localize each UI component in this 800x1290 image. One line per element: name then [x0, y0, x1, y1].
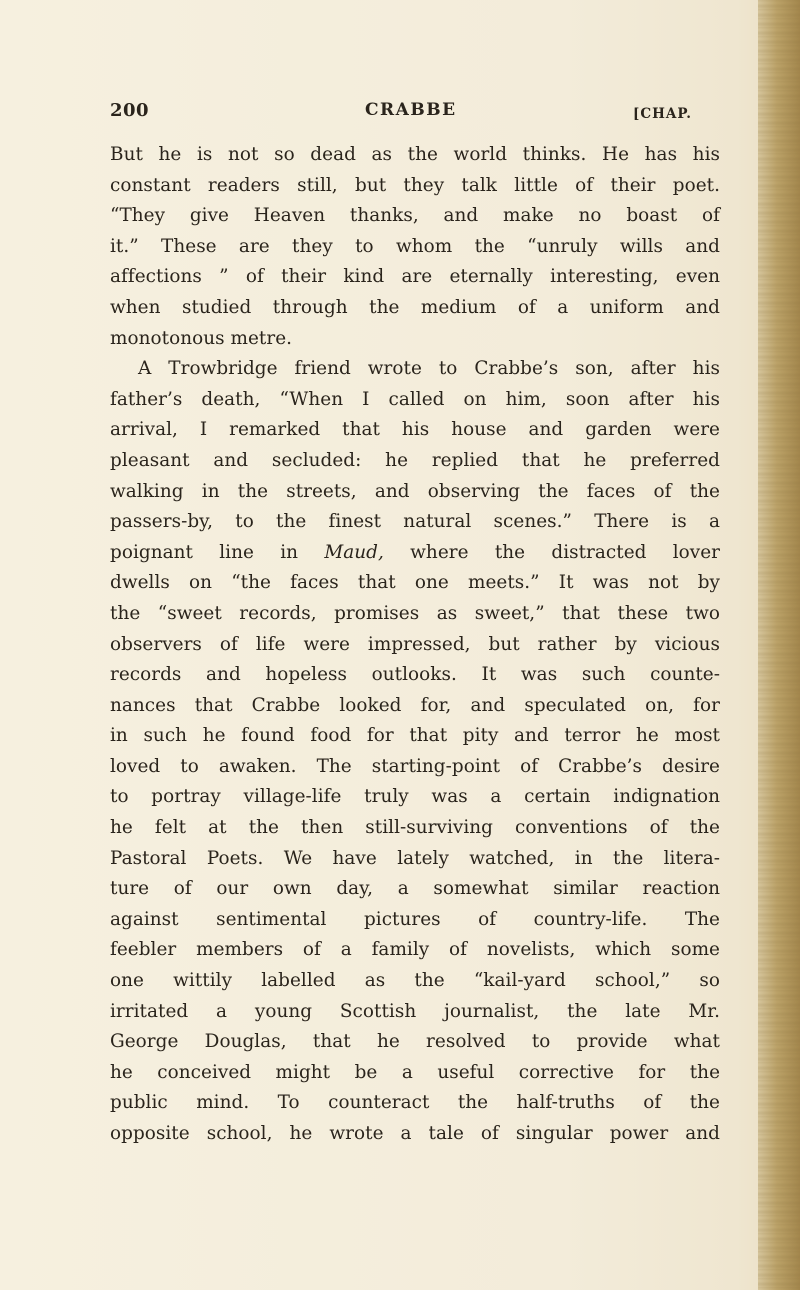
text-line: father’s death, “When I called on him, soon after his: [110, 388, 720, 410]
chapter-label: [CHAP.: [633, 106, 692, 122]
text-line: feebler members of a family of novelists, which some: [110, 939, 720, 961]
running-title: CRABBE: [365, 100, 457, 120]
text-line: monotonous metre.: [110, 327, 293, 349]
text-line: George Douglas, that he resolved to provide what: [110, 1031, 720, 1053]
running-header: [110, 100, 720, 130]
text-line: one wittily labelled as the “kail-yard school,” so: [110, 970, 720, 992]
text-line: nances that Crabbe looked for, and speculated on, for: [110, 694, 720, 716]
text-line: against sentimental pictures of country-life. The: [110, 908, 720, 930]
text-line: opposite school, he wrote a tale of singular power and: [110, 1123, 720, 1144]
text-line: A Trowbridge friend wrote to Crabbe’s son, after his: [138, 358, 720, 380]
text-line: when studied through the medium of a uniform and: [110, 296, 720, 318]
text-line: constant readers still, but they talk little of their poet.: [110, 174, 720, 196]
body-text: [110, 140, 720, 1150]
text-segment: poignant line in: [110, 541, 299, 563]
page-number: 200: [110, 100, 150, 121]
text-segment: where the distracted lover: [410, 541, 721, 563]
text-line: observers of life were impressed, but rather by vicious: [110, 633, 720, 655]
text-line: pleasant and secluded: he replied that he preferred: [110, 449, 720, 471]
text-line: arrival, I remarked that his house and garden were: [110, 419, 720, 441]
text-line: it.” These are they to whom the “unruly wills and: [110, 235, 720, 257]
text-line: he felt at the then still-surviving conventions of the: [110, 817, 720, 839]
text-line: “They give Heaven thanks, and make no boast of: [110, 205, 720, 227]
text-line: Pastoral Poets. We have lately watched, in the litera-: [110, 847, 720, 869]
page-edge-shadow: [758, 0, 800, 1290]
text-line: he conceived might be a useful corrective for the: [110, 1061, 720, 1083]
text-line: But he is not so dead as the world thinks. He has his: [110, 144, 720, 165]
text-line: to portray village-life truly was a certain indignation: [110, 786, 720, 808]
text-line: loved to awaken. The starting-point of Crabbe’s desire: [110, 755, 720, 777]
text-line: dwells on “the faces that one meets.” It was not by: [110, 572, 720, 594]
text-line: irritated a young Scottish journalist, the late Mr.: [110, 1000, 720, 1022]
italic-title-maud: Maud,: [324, 541, 384, 563]
text-line: records and hopeless outlooks. It was such counte-: [110, 664, 720, 686]
text-line: ture of our own day, a somewhat similar reaction: [110, 878, 720, 900]
text-line: passers-by, to the finest natural scenes.” There is a: [110, 511, 720, 533]
text-line: the “sweet records, promises as sweet,” that these two: [110, 602, 720, 624]
text-line: in such he found food for that pity and terror he most: [110, 725, 720, 747]
text-line: public mind. To counteract the half-truths of the: [110, 1092, 720, 1114]
text-line-with-title: [110, 538, 720, 569]
text-line: affections ” of their kind are eternally interesting, even: [110, 266, 720, 288]
text-line: walking in the streets, and observing the faces of the: [110, 480, 720, 502]
